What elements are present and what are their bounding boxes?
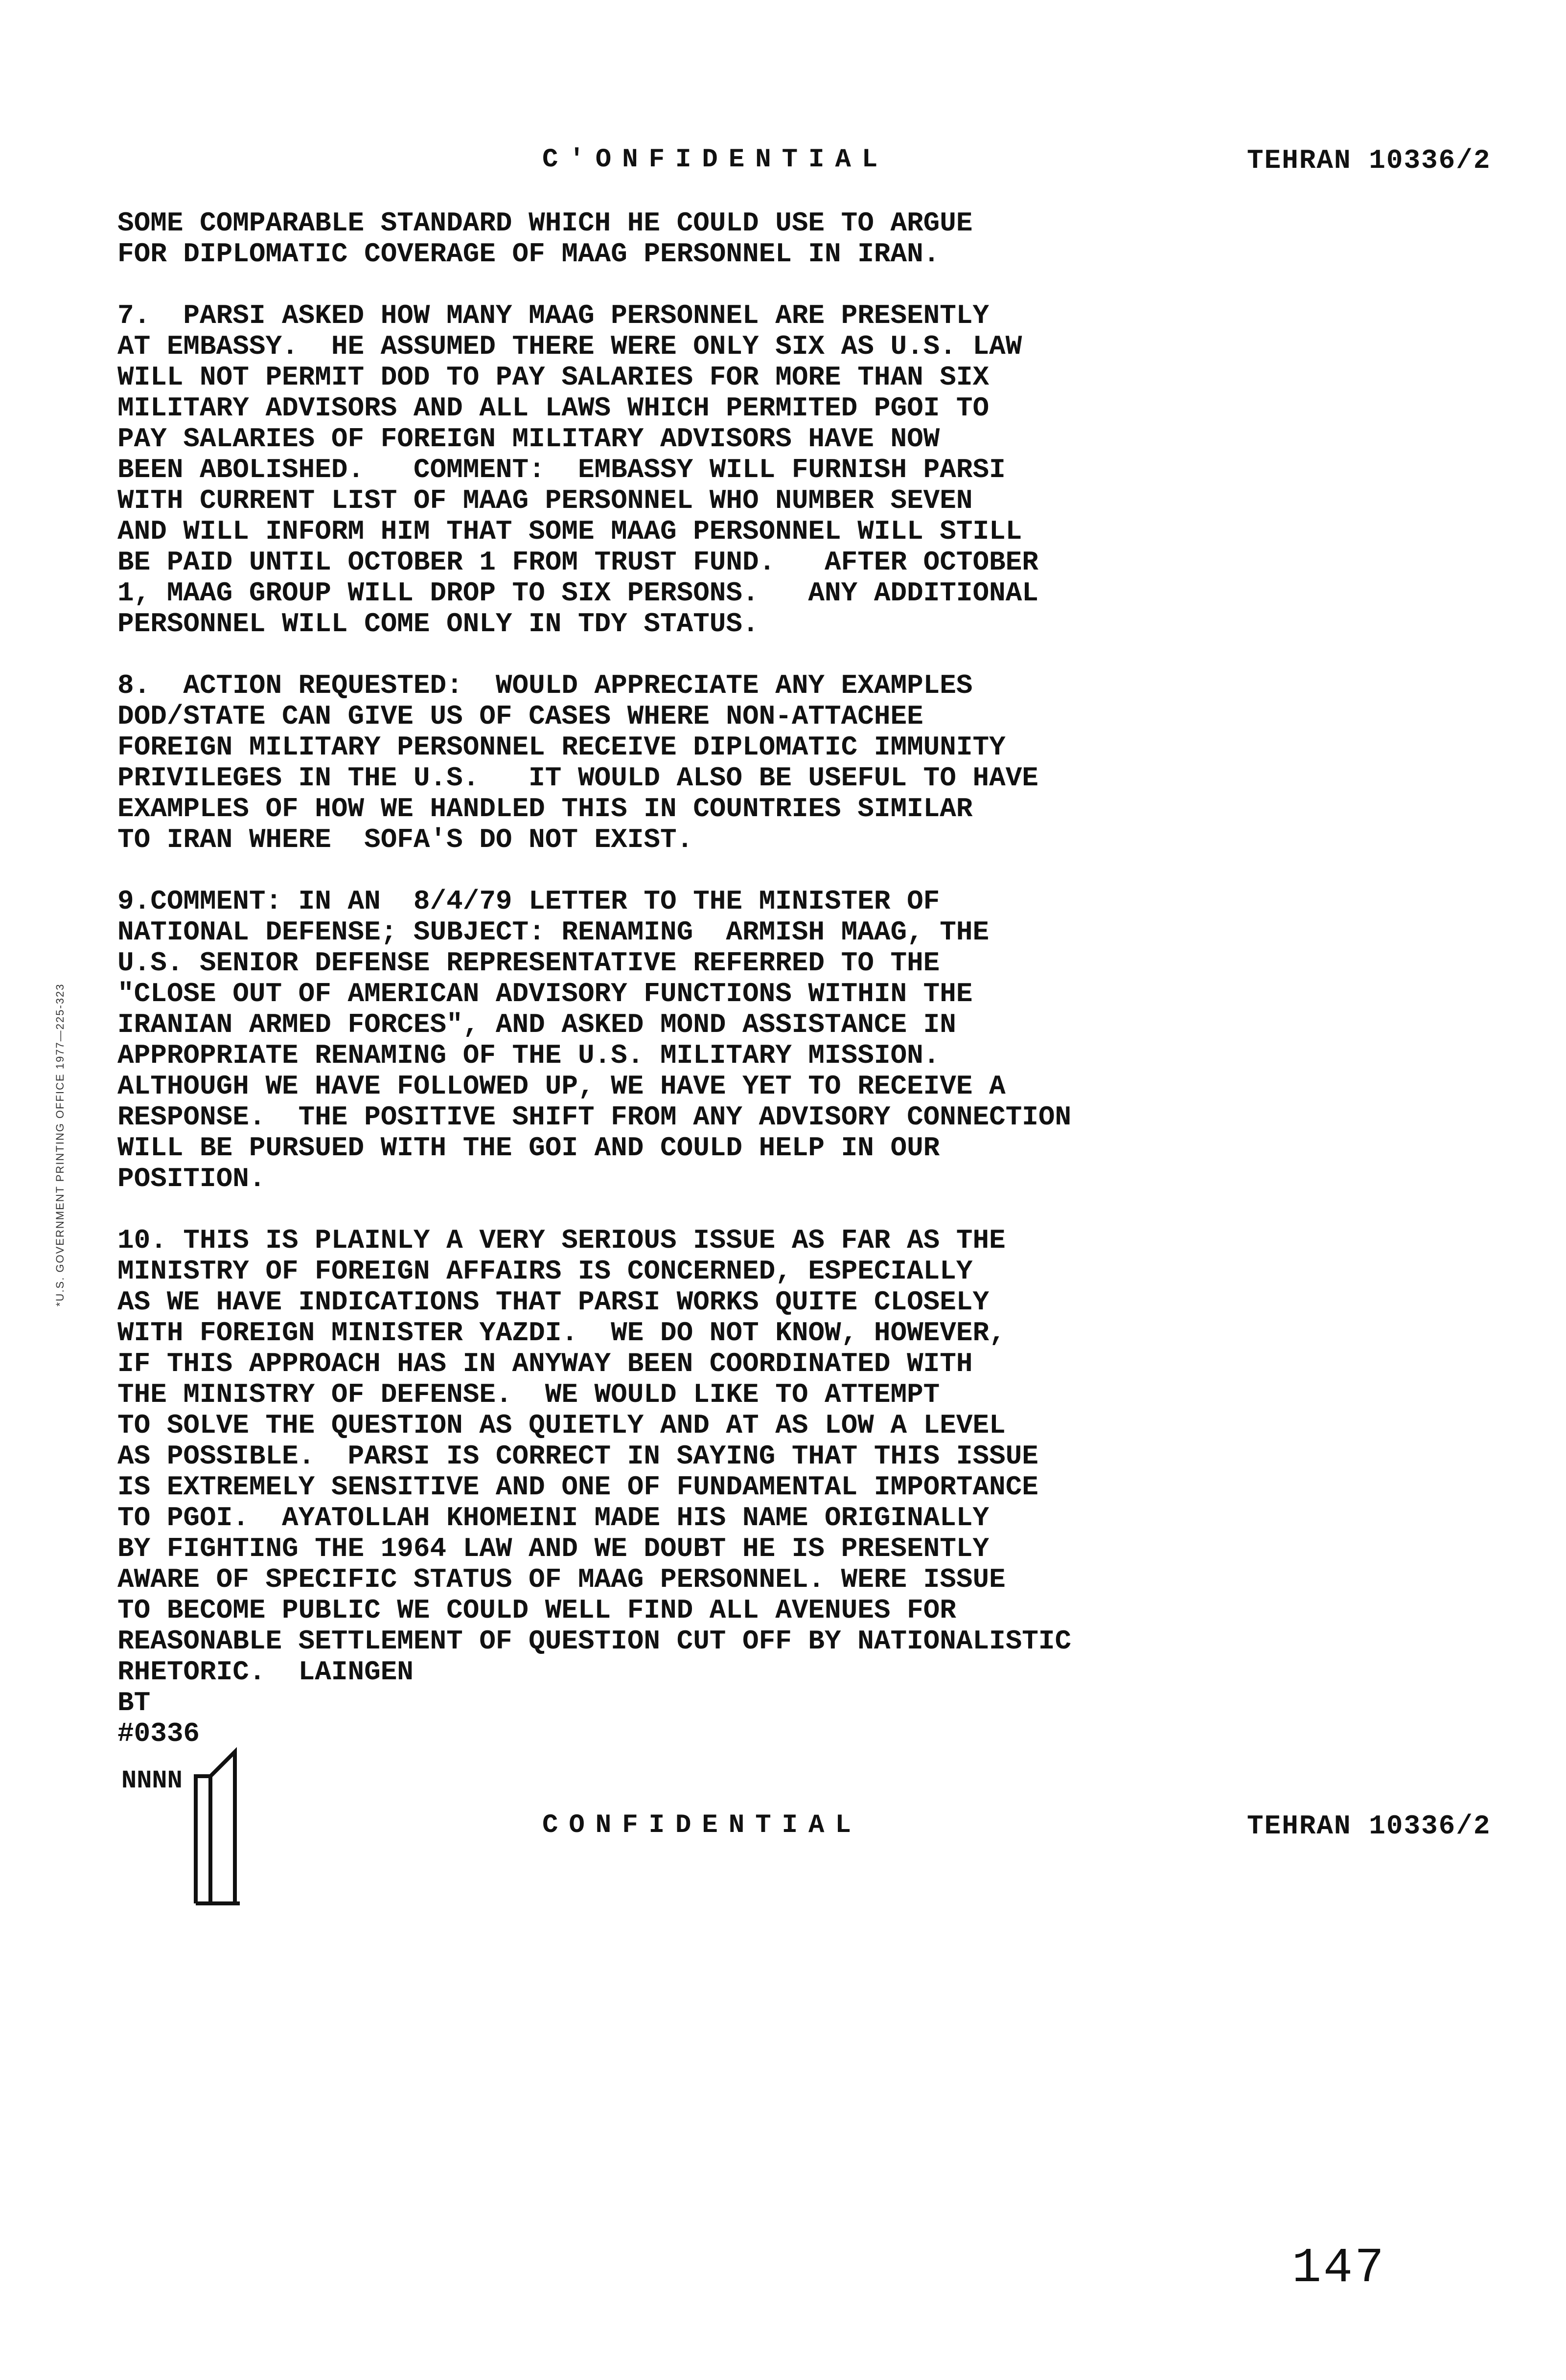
end-marker: NNNN — [121, 1766, 183, 1795]
text-line: TO PGOI. AYATOLLAH KHOMEINI MADE HIS NAME ORIGINALLY — [117, 1502, 990, 1533]
text-line: WITH FOREIGN MINISTER YAZDI. WE DO NOT KNOW, HOWEVER, — [117, 1317, 1006, 1349]
paragraph-gap — [117, 1194, 1370, 1225]
paragraph-p10 — [117, 1225, 1370, 1749]
text-line: NATIONAL DEFENSE; SUBJECT: RENAMING ARMISH MAAG, THE — [117, 916, 990, 948]
text-line: BEEN ABOLISHED. COMMENT: EMBASSY WILL FURNISH PARSI — [117, 454, 1006, 485]
text-line: U.S. SENIOR DEFENSE REPRESENTATIVE REFERRED TO THE — [117, 947, 940, 979]
text-line: IS EXTREMELY SENSITIVE AND ONE OF FUNDAMENTAL IMPORTANCE — [117, 1471, 1038, 1503]
paragraph-gap — [117, 270, 1370, 300]
text-line: FOR DIPLOMATIC COVERAGE OF MAAG PERSONNEL IN IRAN. — [117, 238, 940, 270]
text-line: PRIVILEGES IN THE U.S. IT WOULD ALSO BE USEFUL TO HAVE — [117, 762, 1038, 794]
paragraph-p7 — [117, 300, 1370, 640]
text-line: EXAMPLES OF HOW WE HANDLED THIS IN COUNTRIES SIMILAR — [117, 793, 973, 824]
page-number: 147 — [1292, 2241, 1386, 2296]
text-line: AWARE OF SPECIFIC STATUS OF MAAG PERSONNEL. WERE ISSUE — [117, 1564, 1006, 1595]
paragraph-container — [117, 208, 1370, 1749]
header-reference: TEHRAN 10336/2 — [1247, 145, 1491, 176]
text-line: #0336 — [117, 1718, 200, 1749]
text-line: AND WILL INFORM HIM THAT SOME MAAG PERSONNEL WILL STILL — [117, 516, 1022, 547]
printing-office-imprint — [54, 572, 83, 1306]
printing-office-imprint-text: *U.S. GOVERNMENT PRINTING OFFICE 1977—225-323 — [54, 983, 66, 1306]
text-line: TO SOLVE THE QUESTION AS QUIETLY AND AT AS LOW A LEVEL — [117, 1410, 1006, 1441]
text-line: 8. ACTION REQUESTED: WOULD APPRECIATE ANY EXAMPLES — [117, 670, 973, 701]
text-line: AT EMBASSY. HE ASSUMED THERE WERE ONLY SIX AS U.S. LAW — [117, 331, 1022, 362]
text-line: "CLOSE OUT OF AMERICAN ADVISORY FUNCTIONS WITHIN THE — [117, 978, 973, 1009]
text-line: 9.COMMENT: IN AN 8/4/79 LETTER TO THE MINISTER OF — [117, 886, 940, 917]
paragraph-p8 — [117, 670, 1370, 855]
text-line: BE PAID UNTIL OCTOBER 1 FROM TRUST FUND. AFTER OCTOBER — [117, 547, 1038, 578]
paragraph-gap — [117, 855, 1370, 886]
paragraph-gap — [117, 640, 1370, 670]
text-line: WILL BE PURSUED WITH THE GOI AND COULD HELP IN OUR — [117, 1132, 940, 1164]
text-line: IF THIS APPROACH HAS IN ANYWAY BEEN COORDINATED WITH — [117, 1348, 973, 1379]
text-line: AS POSSIBLE. PARSI IS CORRECT IN SAYING THAT THIS ISSUE — [117, 1441, 1038, 1472]
paragraph-p9 — [117, 886, 1370, 1194]
text-line: AS WE HAVE INDICATIONS THAT PARSI WORKS QUITE CLOSELY — [117, 1286, 990, 1318]
text-line: BY FIGHTING THE 1964 LAW AND WE DOUBT HE IS PRESENTLY — [117, 1533, 990, 1564]
text-line: TO BECOME PUBLIC WE COULD WELL FIND ALL AVENUES FOR — [117, 1595, 956, 1626]
text-line: REASONABLE SETTLEMENT OF QUESTION CUT OFF BY NATIONALISTIC — [117, 1625, 1072, 1657]
document-body — [117, 208, 1370, 1749]
text-line: 1, MAAG GROUP WILL DROP TO SIX PERSONS. ANY ADDITIONAL — [117, 577, 1038, 609]
bracket-mark-icon — [191, 1747, 245, 1908]
text-line: 7. PARSI ASKED HOW MANY MAAG PERSONNEL ARE PRESENTLY — [117, 300, 990, 331]
text-line: IRANIAN ARMED FORCES", AND ASKED MOND ASSISTANCE IN — [117, 1009, 956, 1040]
text-line: SOME COMPARABLE STANDARD WHICH HE COULD USE TO ARGUE — [117, 207, 973, 239]
text-line: FOREIGN MILITARY PERSONNEL RECEIVE DIPLOMATIC IMMUNITY — [117, 732, 1006, 763]
footer-reference: TEHRAN 10336/2 — [1247, 1810, 1491, 1842]
text-line: PERSONNEL WILL COME ONLY IN TDY STATUS. — [117, 608, 759, 640]
text-line: ALTHOUGH WE HAVE FOLLOWED UP, WE HAVE YET TO RECEIVE A — [117, 1071, 1006, 1102]
text-line: POSITION. — [117, 1163, 266, 1194]
text-line: PAY SALARIES OF FOREIGN MILITARY ADVISORS HAVE NOW — [117, 423, 940, 455]
text-line: WILL NOT PERMIT DOD TO PAY SALARIES FOR MORE THAN SIX — [117, 362, 990, 393]
paragraph-p-continued — [117, 208, 1370, 270]
text-line: DOD/STATE CAN GIVE US OF CASES WHERE NON-ATTACHEE — [117, 701, 923, 732]
text-line: RHETORIC. LAINGEN — [117, 1656, 414, 1688]
text-line: MINISTRY OF FOREIGN AFFAIRS IS CONCERNED, ESPECIALLY — [117, 1256, 973, 1287]
footer-classification: CONFIDENTIAL — [542, 1810, 862, 1840]
header-classification: C'ONFIDENTIAL — [542, 145, 889, 175]
text-line: WITH CURRENT LIST OF MAAG PERSONNEL WHO NUMBER SEVEN — [117, 485, 973, 516]
text-line: RESPONSE. THE POSITIVE SHIFT FROM ANY ADVISORY CONNECTION — [117, 1101, 1072, 1133]
text-line: MILITARY ADVISORS AND ALL LAWS WHICH PERMITED PGOI TO — [117, 392, 990, 424]
text-line: THE MINISTRY OF DEFENSE. WE WOULD LIKE TO ATTEMPT — [117, 1379, 940, 1410]
text-line: TO IRAN WHERE SOFA'S DO NOT EXIST. — [117, 824, 693, 855]
text-line: BT — [117, 1687, 151, 1718]
text-line: APPROPRIATE RENAMING OF THE U.S. MILITARY MISSION. — [117, 1040, 940, 1071]
text-line: 10. THIS IS PLAINLY A VERY SERIOUS ISSUE AS FAR AS THE — [117, 1225, 1006, 1256]
